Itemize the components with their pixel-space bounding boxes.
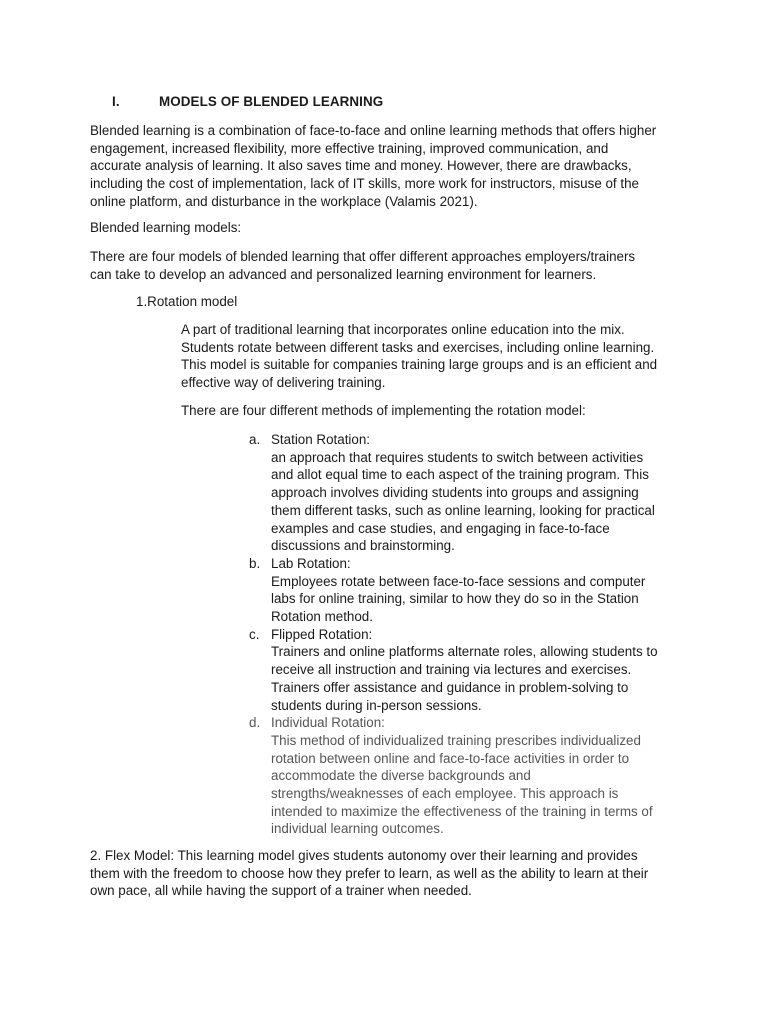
text-line: discussions and brainstorming. (271, 538, 455, 554)
text-line: 2. Flex Model: This learning model gives students autonomy over their learning and provides (90, 848, 638, 863)
list-item-heading: Individual Rotation: (271, 715, 385, 731)
list-marker: d. (249, 715, 261, 731)
text-line: individual learning outcomes. (271, 821, 444, 837)
text-line: approach involves dividing students into groups and assigning (271, 485, 639, 501)
text-line: 1.Rotation model (136, 294, 238, 309)
text-line: There are four different methods of implementing the rotation model: (181, 403, 586, 418)
section-title: MODELS OF BLENDED LEARNING (159, 94, 384, 109)
section-number: I. (112, 94, 120, 109)
text-line: This method of individualized training prescribes individualized (271, 732, 641, 748)
list-item-heading: Station Rotation: (271, 432, 371, 447)
list-marker: b. (249, 555, 261, 571)
list-marker: a. (249, 432, 261, 447)
text-line: effective way of delivering training. (181, 375, 386, 391)
text-line: students during in-person sessions. (271, 697, 482, 713)
text-line: own pace, all while having the support of a trainer when needed. (90, 883, 472, 899)
text-line: labs for online training, similar to how they do so in the Station (271, 591, 639, 607)
text-line: accommodate the diverse backgrounds and (271, 768, 531, 784)
flex-model-paragraph (90, 847, 648, 900)
text-line: Employees rotate between face-to-face sessions and computer (271, 573, 646, 589)
text-line: including the cost of implementation, lack of IT skills, more work for instructors, misuse of the (90, 176, 639, 192)
rotation-model-description (181, 321, 657, 392)
text-line: examples and case studies, and engaging in face-to-face (271, 520, 610, 536)
models-label (90, 219, 241, 237)
text-line: can take to develop an advanced and personalized learning environment for learners. (90, 266, 597, 282)
text-line: them different tasks, such as online learning, looking for practical (271, 502, 655, 518)
text-line: Students rotate between different tasks and exercises, including online learning. (181, 339, 655, 355)
text-line: There are four models of blended learning that offer different approaches employers/trainers (90, 249, 636, 264)
text-line: intended to maximize the effectiveness of the training in terms of (271, 803, 653, 819)
text-line: receive all instruction and training via lectures and exercises. (271, 662, 632, 678)
text-line: accurate analysis of learning. It also saves time and money. However, there are drawbacks, (90, 158, 632, 174)
rotation-model-title (136, 293, 237, 311)
models-intro-paragraph (90, 248, 635, 283)
text-line: online platform, and disturbance in the workplace (Valamis 2021). (90, 193, 478, 209)
list-item-individual-rotation (249, 714, 658, 838)
list-marker: c. (249, 626, 260, 642)
text-line: This model is suitable for companies training large groups and is an efficient and (181, 357, 658, 373)
section-heading (112, 93, 383, 111)
intro-paragraph (90, 122, 656, 211)
text-line: Blended learning is a combination of face-to-face and online learning methods that offers higher (90, 123, 657, 138)
rotation-methods-list (249, 431, 658, 838)
list-item-lab-rotation (249, 555, 658, 626)
text-line: Trainers and online platforms alternate roles, allowing students to (271, 644, 658, 660)
text-line: them with the freedom to choose how they prefer to learn, as well as the ability to learn at their (90, 865, 649, 881)
list-item-heading: Lab Rotation: (271, 555, 351, 571)
rotation-methods-intro (181, 402, 586, 420)
text-line: Trainers offer assistance and guidance in problem-solving to (271, 679, 629, 695)
text-line: strengths/weaknesses of each employee. This approach is (271, 786, 619, 802)
list-item-station-rotation (249, 431, 658, 555)
text-line: A part of traditional learning that incorporates online education into the mix. (181, 322, 625, 337)
text-line: an approach that requires students to switch between activities (271, 449, 644, 465)
text-line: and allot equal time to each aspect of the training program. This (271, 467, 649, 483)
text-line: rotation between online and face-to-face activities in order to (271, 750, 630, 766)
list-item-flipped-rotation (249, 626, 658, 715)
text-line: Blended learning models: (90, 220, 242, 235)
text-line: engagement, increased flexibility, more effective training, improved communication, and (90, 140, 609, 156)
text-line: Rotation method. (271, 609, 373, 625)
list-item-heading: Flipped Rotation: (271, 626, 373, 642)
